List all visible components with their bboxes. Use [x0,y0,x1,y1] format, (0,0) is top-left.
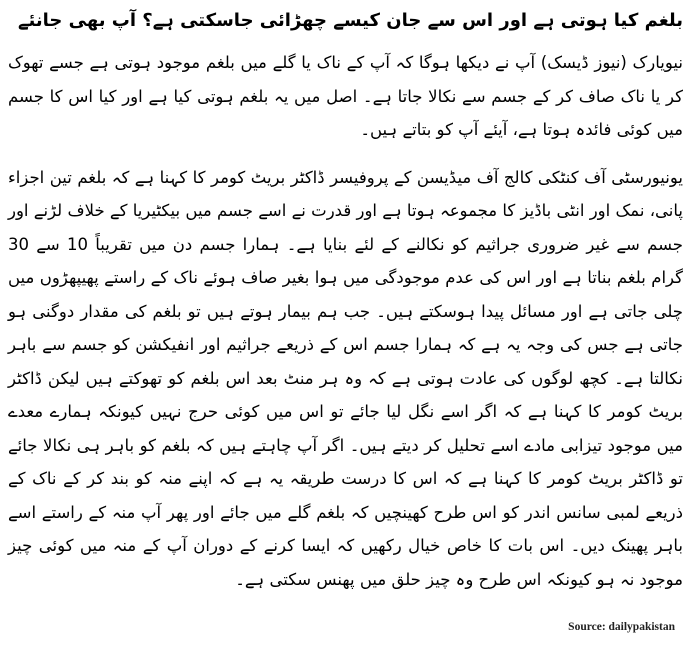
main-paragraph: یونیورسٹی آف کنٹکی کالج آف میڈیسن کے پروفیسر ڈاکٹر بریٹ کومر کا کہنا ہے کہ بلغم تین اجزاء پانی، نمک اور انٹی باڈیز کا مجموعہ ہوتا ہے اور قدرت نے اسے جسم میں بیکٹیریا کے خلاف لڑنے اور جسم سے غیر ضروری جراثیم کو نکالنے کے لئے بنایا ہے۔ ہمارا جسم دن میں تقریباً 10 سے 30 گرام بلغم بناتا ہے اور اس کی عدم موجودگی میں ہوا بغیر صاف ہوئے ناک کے راستے پھیپھڑوں میں چلی جاتی ہے اور مسائل پیدا ہوسکتے ہیں۔ جب ہم بیمار ہوتے ہیں تو بلغم کی مقدار دوگنی ہو جاتی ہے جس کی وجہ یہ ہے کہ ہمارا جسم اس کے ذریعے جراثیم اور انفیکشن کو جسم سے باہر نکالتا ہے۔ کچھ لوگوں کی عادت ہوتی ہے کہ وہ ہر منٹ بعد اس بلغم کو تھوکتے ہیں لیکن ڈاکٹر بریٹ کومر کا کہنا ہے کہ اگر اسے نگل لیا جائے تو اس میں کوئی حرج نہیں کیونکہ ہمارے معدے میں موجود تیزابی مادے اسے تحلیل کر دیتے ہیں۔ اگر آپ چاہتے ہیں کہ بلغم کو باہر ہی نکالا جائے تو ڈاکٹر بریٹ کومر کا کہنا ہے کہ اس کا درست طریقہ یہ ہے کہ اپنے منہ کو بند کر کے ناک کے ذریعے لمبی سانس اندر کو اس طرح کھینچیں کہ بلغم گلے میں جائے اور پھر آپ منہ کے راستے اسے باہر پھینک دیں۔ اس بات کا خاص خیال رکھیں کہ ایسا کرنے کے دوران آپ کے منہ میں کوئی چیز موجود نہ ہو کیونکہ اس طرح وہ چیز حلق میں پھنس سکتی ہے۔ [8,167,684,589]
article-body [8,6,683,610]
source-credit: Source: dailypakistan [568,621,675,633]
article-headline: بلغم کیا ہوتی ہے اور اس سے جان کیسے چھڑائی جاسکتی ہے؟ آپ بھی جانئے [17,10,683,31]
intro-paragraph: نیویارک (نیوز ڈیسک) آپ نے دیکھا ہوگا کہ آپ کے ناک یا گلے میں بلغم موجود ہوتی ہے جسے تھوک کر یا ناک صاف کر کے جسم سے نکالا جاتا ہے۔ اصل میں یہ بلغم ہوتی کیا ہے اور کیا اس کا جسم میں کوئی فائدہ ہوتا ہے، آیئے آپ کو بتاتے ہیں۔ [8,53,683,139]
